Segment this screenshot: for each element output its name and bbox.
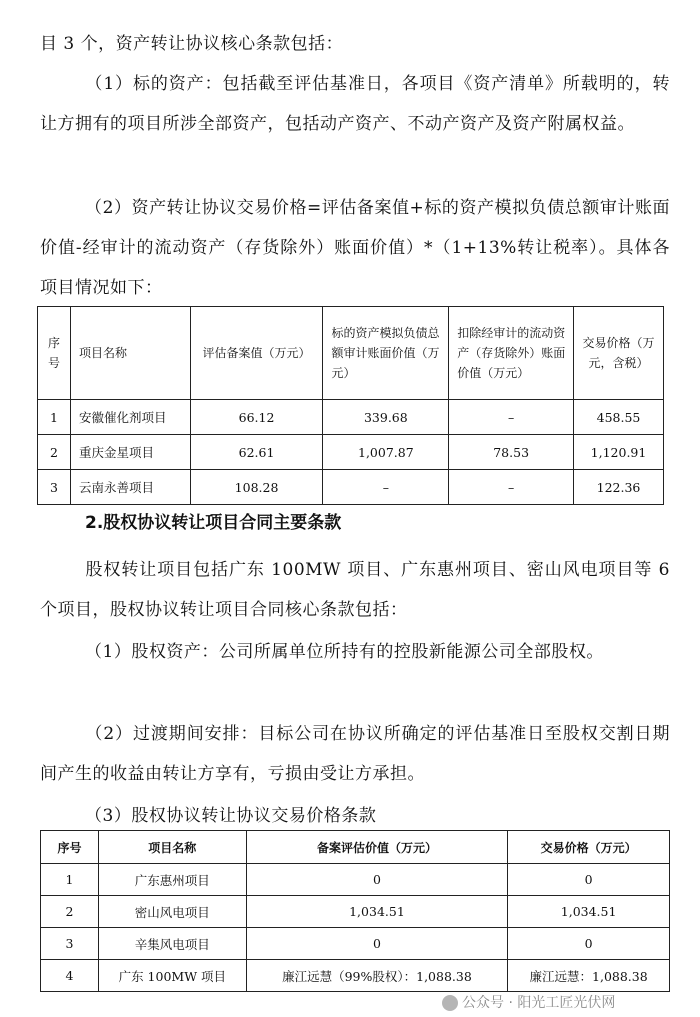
table-row: [38, 400, 664, 435]
equity-transfer-table: [40, 830, 670, 992]
table-cell: 1: [38, 400, 71, 435]
table-cell: 78.53: [449, 435, 574, 470]
table-row: [41, 960, 670, 992]
table-cell: 安徽催化剂项目: [70, 400, 190, 435]
header-cell: 项目名称: [70, 307, 190, 400]
table-cell: –: [449, 400, 574, 435]
table-cell: 458.55: [574, 400, 664, 435]
table-cell: 0: [246, 864, 508, 896]
table-cell: 廉江远慧（99%股权）：1,088.38: [246, 960, 508, 992]
table-header-row: [41, 831, 670, 864]
header-cell: 评估备案值（万元）: [190, 307, 323, 400]
table-cell: 339.68: [323, 400, 449, 435]
paragraph-asset: [40, 64, 670, 144]
table-cell: 108.28: [190, 470, 323, 505]
table-cell: 3: [38, 470, 71, 505]
wechat-icon: [442, 995, 458, 1011]
paragraph-price-clause: （3）股权协议转让协议交易价格条款: [85, 806, 377, 826]
table-cell: 3: [41, 928, 99, 960]
table-cell: 广东 100MW 项目: [98, 960, 246, 992]
table-cell: 2: [38, 435, 71, 470]
table-row: [41, 896, 670, 928]
table-cell: –: [449, 470, 574, 505]
paragraph-intro: 目 3 个，资产转让协议核心条款包括：: [40, 34, 344, 54]
table-header-row: [38, 307, 664, 400]
header-cell: 扣除经审计的流动资产（存货除外）账面价值（万元）: [449, 307, 574, 400]
table-cell: –: [323, 470, 449, 505]
paragraph-equity-asset: [40, 632, 670, 672]
watermark-text: 公众号 · 阳光工匠光伏网: [462, 995, 616, 1011]
asset-transfer-table: [37, 306, 664, 505]
header-cell: 项目名称: [98, 831, 246, 864]
table-row: [38, 435, 664, 470]
table-cell: 0: [246, 928, 508, 960]
table-row: [41, 928, 670, 960]
paragraph-transition-text: （2）过渡期间安排：目标公司在协议所确定的评估基准日至股权交割日期间产生的收益由转让方享有，亏损由受让方承担。: [40, 724, 670, 784]
table-cell: 云南永善项目: [70, 470, 190, 505]
table-cell: 66.12: [190, 400, 323, 435]
section-heading: 2.股权协议转让项目合同主要条款: [85, 513, 342, 533]
table-cell: 密山风电项目: [98, 896, 246, 928]
table-cell: 62.61: [190, 435, 323, 470]
header-cell: 序号: [38, 307, 71, 400]
table-cell: 1,034.51: [508, 896, 670, 928]
paragraph-transition: [40, 714, 670, 794]
table-cell: 1,120.91: [574, 435, 664, 470]
paragraph-equity: [40, 550, 670, 630]
table-cell: 1: [41, 864, 99, 896]
table-cell: 4: [41, 960, 99, 992]
table-cell: 0: [508, 928, 670, 960]
table-cell: 2: [41, 896, 99, 928]
table-cell: 重庆金星项目: [70, 435, 190, 470]
paragraph-equity-text: 股权转让项目包括广东 100MW 项目、广东惠州项目、密山风电项目等 6 个项目，股权协议转让项目合同核心条款包括：: [40, 560, 670, 620]
watermark: [438, 992, 619, 1012]
table-cell: 广东惠州项目: [98, 864, 246, 896]
header-cell: 标的资产模拟负债总额审计账面价值（万元）: [323, 307, 449, 400]
header-cell: 交易价格（万元）: [508, 831, 670, 864]
table-cell: 廉江远慧：1,088.38: [508, 960, 670, 992]
header-cell: 备案评估价值（万元）: [246, 831, 508, 864]
paragraph-price: [40, 188, 670, 308]
table-row: [38, 470, 664, 505]
paragraph-asset-text: （1）标的资产：包括截至评估基准日，各项目《资产清单》所载明的，转让方拥有的项目所涉全部资产，包括动产资产、不动产资产及资产附属权益。: [40, 74, 670, 134]
table-cell: 辛集风电项目: [98, 928, 246, 960]
paragraph-price-text: （2）资产转让协议交易价格=评估备案值+标的资产模拟负债总额审计账面价值-经审计的流动资产（存货除外）账面价值）*（1+13%转让税率）。具体各项目情况如下：: [40, 198, 670, 298]
header-cell: 序号: [41, 831, 99, 864]
table-cell: 1,007.87: [323, 435, 449, 470]
table-row: [41, 864, 670, 896]
header-cell: 交易价格（万元，含税）: [574, 307, 664, 400]
paragraph-equity-asset-text: （1）股权资产：公司所属单位所持有的控股新能源公司全部股权。: [85, 642, 604, 662]
table-cell: 0: [508, 864, 670, 896]
table-cell: 122.36: [574, 470, 664, 505]
table-cell: 1,034.51: [246, 896, 508, 928]
